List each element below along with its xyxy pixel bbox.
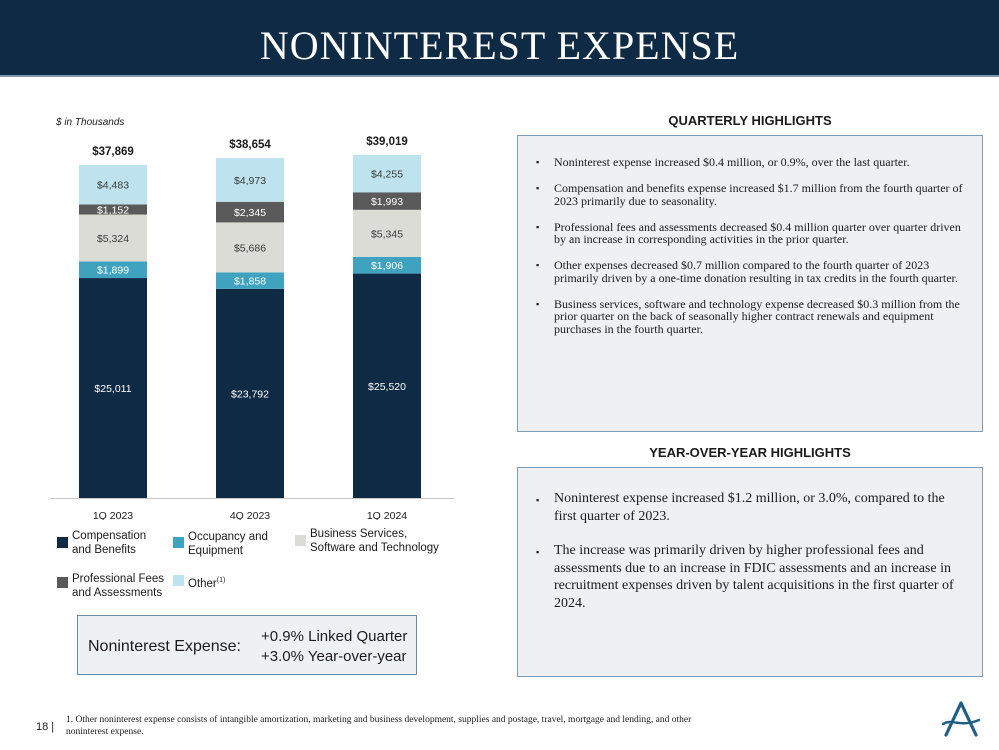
list-item: ▪ Noninterest expense increased $1.2 million, or 3.0%, compared to the first quarter of 2023. — [536, 491, 945, 524]
summary-year-over-year: +3.0% Year-over-year — [261, 648, 407, 665]
total-label: $38,654 — [229, 139, 271, 152]
a-logo-icon — [940, 700, 982, 738]
list-item: ▪ Noninterest expense increased $0.4 million, or 0.9%, over the last quarter. — [536, 155, 910, 169]
quarterly-highlights-panel — [517, 135, 983, 432]
data-label: $4,255 — [370, 168, 404, 181]
data-label: $5,324 — [96, 232, 130, 245]
legend-swatch-occupancy — [173, 537, 184, 548]
list-item: ▪ Compensation and benefits expense increased $1.7 million from the fourth quarter of 2023 primarily due to seasonality. — [536, 181, 963, 208]
legend-item-occupancy: Occupancy and Equipment — [188, 531, 268, 557]
quarterly-bullet-list — [518, 136, 982, 335]
data-label: $1,858 — [233, 275, 267, 288]
x-tick-label: 1Q 2024 — [366, 510, 408, 520]
data-label: $4,973 — [233, 174, 267, 187]
summary-box — [77, 615, 417, 675]
total-label: $37,869 — [92, 145, 134, 158]
list-item: ▪ The increase was primarily driven by higher professional fees and assessments due to an increase in FDIC assessments and an increase in recruitment expenses driven by talent acquisitions in the first quarter of 2024. — [536, 543, 954, 611]
yoy-bullet-list — [518, 468, 982, 612]
x-tick-label: 4Q 2023 — [229, 510, 271, 520]
list-item: ▪ Professional fees and assessments decreased $0.4 million quarter over quarter driven by an increase in corresponding activities in the prior quarter. — [536, 219, 961, 246]
data-label: $25,011 — [94, 383, 132, 396]
footnote: 1. Other noninterest expense consists of intangible amortization, marketing and business development, supplies and postage, travel, mortgage and lending, and other noninterest expense. — [66, 715, 692, 737]
header-bar — [0, 0, 999, 77]
quarterly-highlights-heading: QUARTERLY HIGHLIGHTS — [668, 113, 832, 128]
yoy-highlights-heading: YEAR-OVER-YEAR HIGHLIGHTS — [649, 445, 851, 460]
bullet-icon: ▪ — [536, 260, 540, 270]
legend-swatch-other — [173, 575, 184, 586]
data-label: $2,345 — [233, 207, 267, 220]
x-tick-label: 1Q 2023 — [92, 510, 134, 520]
data-label: $23,792 — [231, 388, 269, 401]
list-item: ▪ Business services, software and technology expense decreased $0.3 million from the prior quarter on the back of seasonally higher contract renewals and equipment purchases in the fourth quarter. — [536, 296, 960, 336]
page-number: 18 | — [36, 721, 55, 733]
data-label: $5,345 — [370, 228, 404, 241]
bullet-icon: ▪ — [536, 157, 540, 167]
summary-linked-quarter: +0.9% Linked Quarter — [261, 628, 408, 645]
data-label: $1,993 — [370, 196, 404, 209]
data-label: $4,483 — [96, 179, 130, 192]
legend-item-compensation: Compensation and Benefits — [72, 530, 147, 556]
total-label: $39,019 — [366, 135, 408, 148]
bullet-icon: ▪ — [536, 495, 540, 505]
legend-swatch-professional-fees — [57, 577, 68, 588]
legend-item-professional-fees: Professional Fees and Assessments — [72, 573, 165, 599]
page-title: NONINTEREST EXPENSE — [259, 23, 740, 68]
stacked-bar-chart — [50, 135, 460, 520]
data-label: $1,906 — [370, 260, 404, 273]
yoy-highlights-panel — [517, 467, 983, 677]
legend-swatch-business-services — [295, 535, 306, 546]
bullet-icon: ▪ — [536, 221, 540, 232]
bullet-icon: ▪ — [536, 298, 540, 309]
data-label: $1,152 — [96, 204, 130, 217]
bullet-icon: ▪ — [536, 547, 540, 557]
list-item: ▪ Other expenses decreased $0.7 million compared to the fourth quarter of 2023 primarily driven by a one-time donation resulting in tax credits in the fourth quarter. — [536, 258, 958, 285]
legend-item-business-services: Business Services, Software and Technology — [310, 528, 439, 554]
data-label: $25,520 — [368, 380, 406, 393]
chart-units-note: $ in Thousands — [56, 117, 125, 128]
summary-label: Noninterest Expense: — [88, 638, 241, 655]
data-label: $1,899 — [96, 264, 130, 277]
legend-item-other: Other$^{(1)}$ — [188, 577, 226, 590]
legend-swatch-compensation — [57, 537, 68, 548]
bullet-icon: ▪ — [536, 183, 540, 193]
data-label: $5,686 — [233, 242, 267, 255]
